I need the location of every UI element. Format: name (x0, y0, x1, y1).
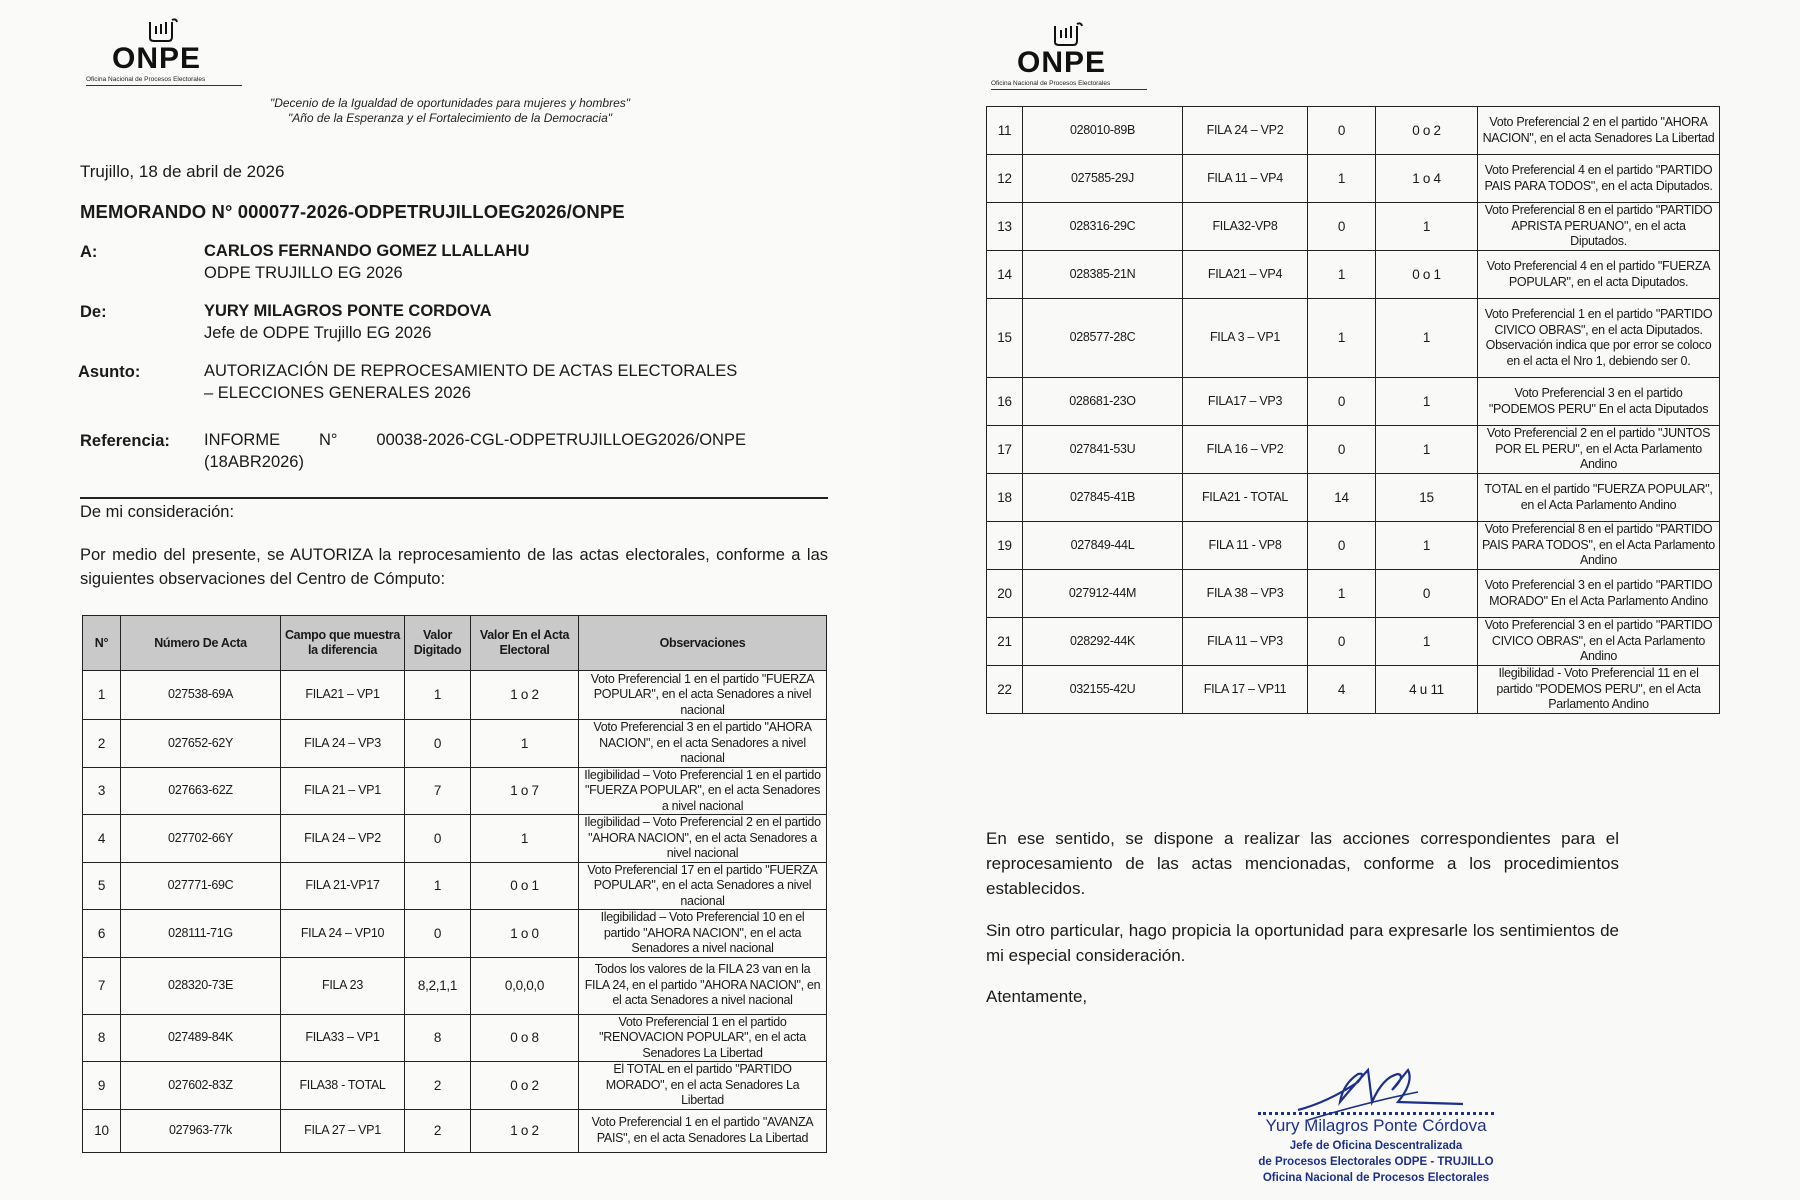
row-number-cell: 1 (83, 671, 121, 720)
row-number-cell: 13 (987, 203, 1023, 251)
to-name: CARLOS FERNANDO GOMEZ LLALLAHU (204, 242, 530, 260)
observations-table-part-1 (82, 615, 827, 1153)
acta-number-cell: 027489-84K (121, 1014, 281, 1062)
typed-value-cell: 0 (1308, 107, 1376, 155)
field-name-cell: FILA21 – VP4 (1183, 251, 1308, 299)
observation-cell: Ilegibilidad - Voto Preferencial 11 en el partido "PODEMOS PERU", en el Acta Parlamento Andino (1478, 666, 1720, 714)
table-row (83, 957, 827, 1014)
table-row (987, 618, 1720, 666)
acta-number-cell: 027771-69C (121, 862, 281, 910)
row-number-cell: 22 (987, 666, 1023, 714)
reference-date: (18ABR2026) (204, 453, 304, 471)
to-role: ODPE TRUJILLO EG 2026 (204, 264, 403, 282)
col-header-acta: Número De Acta (121, 616, 281, 671)
observation-cell: Voto Preferencial 17 en el partido "FUERZA POPULAR", en el acta Senadores a nivel nacional (579, 862, 827, 910)
observation-cell: Voto Preferencial 4 en el partido "PARTIDO PAIS PARA TODOS", en el acta Diputados. (1478, 155, 1720, 203)
field-name-cell: FILA 38 – VP3 (1183, 570, 1308, 618)
typed-value-cell: 0 (1308, 203, 1376, 251)
acta-value-cell: 15 (1376, 474, 1478, 522)
observation-cell: Voto Preferencial 1 en el partido "AVANZA PAIS", en el acta Senadores La Libertad (579, 1109, 827, 1152)
field-name-cell: FILA 16 – VP2 (1183, 426, 1308, 474)
observation-cell: Voto Preferencial 3 en el partido "PARTIDO MORADO" En el Acta Parlamento Andino (1478, 570, 1720, 618)
acta-number-cell: 028316-29C (1023, 203, 1183, 251)
table-row (987, 155, 1720, 203)
table-row (987, 426, 1720, 474)
field-name-cell: FILA 11 – VP3 (1183, 618, 1308, 666)
row-number-cell: 12 (987, 155, 1023, 203)
acta-value-cell: 0 o 8 (471, 1014, 579, 1062)
typed-value-cell: 0 (405, 910, 471, 958)
reference-part-3: 00038-2026-CGL-ODPETRUJILLOEG2026/ONPE (376, 431, 746, 449)
acta-number-cell: 027652-62Y (121, 720, 281, 768)
observation-cell: Voto Preferencial 8 en el partido "PARTIDO APRISTA PERUANO", en el acta Diputados. (1478, 203, 1720, 251)
typed-value-cell: 8,2,1,1 (405, 957, 471, 1014)
observation-cell: Voto Preferencial 2 en el partido "JUNTOS POR EL PERU", en el Acta Parlamento Andino (1478, 426, 1720, 474)
acta-value-cell: 0 (1376, 570, 1478, 618)
field-name-cell: FILA 3 – VP1 (1183, 299, 1308, 378)
signatory-title-2: de Procesos Electorales ODPE - TRUJILLO (1258, 1156, 1494, 1168)
sign-off: Atentamente, (986, 987, 1088, 1006)
onpe-logo (86, 16, 246, 96)
observation-cell: Voto Preferencial 1 en el partido "PARTIDO CIVICO OBRAS", en el acta Diputados. Observación indica que por error se coloco en el acta el Nro 1, debiendo ser 0. (1478, 299, 1720, 378)
acta-number-cell: 027849-44L (1023, 522, 1183, 570)
col-header-campo: Campo que muestra la diferencia (281, 616, 405, 671)
signatory-title-3: Oficina Nacional de Procesos Electorales (1262, 1172, 1490, 1184)
acta-number-cell: 028681-23O (1023, 378, 1183, 426)
acta-value-cell: 1 (471, 720, 579, 768)
acta-number-cell: 028111-71G (121, 910, 281, 958)
field-name-cell: FILA 24 – VP2 (281, 815, 405, 863)
typed-value-cell: 7 (405, 767, 471, 815)
typed-value-cell: 1 (1308, 299, 1376, 378)
table-row (83, 671, 827, 720)
typed-value-cell: 8 (405, 1014, 471, 1062)
typed-value-cell: 0 (1308, 618, 1376, 666)
header-divider (80, 497, 828, 499)
acta-value-cell: 1 (1376, 203, 1478, 251)
acta-number-cell: 027912-44M (1023, 570, 1183, 618)
acta-number-cell: 028577-28C (1023, 299, 1183, 378)
to-label: A: (80, 243, 98, 261)
memo-date: Trujillo, 18 de abril de 2026 (80, 162, 285, 181)
acta-value-cell: 0 o 1 (1376, 251, 1478, 299)
row-number-cell: 19 (987, 522, 1023, 570)
table-row (987, 378, 1720, 426)
row-number-cell: 17 (987, 426, 1023, 474)
acta-value-cell: 1 o 4 (1376, 155, 1478, 203)
field-name-cell: FILA32-VP8 (1183, 203, 1308, 251)
acta-number-cell: 027963-77k (121, 1109, 281, 1152)
reference-part-2: N° (318, 431, 338, 449)
acta-value-cell: 1 (471, 815, 579, 863)
acta-value-cell: 0 o 2 (1376, 107, 1478, 155)
table-row (987, 522, 1720, 570)
table-row (83, 910, 827, 958)
typed-value-cell: 1 (1308, 155, 1376, 203)
from-sender (204, 300, 492, 344)
field-name-cell: FILA 11 - VP8 (1183, 522, 1308, 570)
observation-cell: El TOTAL en el partido "PARTIDO MORADO", en el acta Senadores La Libertad (579, 1062, 827, 1110)
observation-cell: Ilegibilidad – Voto Preferencial 10 en el partido "AHORA NACION", en el acta Senadores a nivel nacional (579, 910, 827, 958)
acta-value-cell: 1 o 2 (471, 1109, 579, 1152)
subject-line-2: – ELECCIONES GENERALES 2026 (204, 384, 471, 402)
row-number-cell: 14 (987, 251, 1023, 299)
acta-number-cell: 027845-41B (1023, 474, 1183, 522)
col-header-n: N° (83, 616, 121, 671)
table-row (83, 720, 827, 768)
acta-value-cell: 0 o 2 (471, 1062, 579, 1110)
row-number-cell: 20 (987, 570, 1023, 618)
acta-value-cell: 1 o 0 (471, 910, 579, 958)
acta-value-cell: 1 o 7 (471, 767, 579, 815)
row-number-cell: 8 (83, 1014, 121, 1062)
observation-cell: Ilegibilidad – Voto Preferencial 1 en el partido "FUERZA POPULAR", en el acta Senadores a nivel nacional (579, 767, 827, 815)
observation-cell: Voto Preferencial 8 en el partido "PARTIDO PAIS PARA TODOS", en el Acta Parlamento Andino (1478, 522, 1720, 570)
acta-number-cell: 027585-29J (1023, 155, 1183, 203)
field-name-cell: FILA 21-VP17 (281, 862, 405, 910)
observation-cell: Todos los valores de la FILA 23 van en la FILA 24, en el partido "AHORA NACION", en el acta Senadores a nivel nacional (579, 957, 827, 1014)
from-name: YURY MILAGROS PONTE CORDOVA (204, 302, 492, 320)
acta-value-cell: 1 (1376, 426, 1478, 474)
typed-value-cell: 4 (1308, 666, 1376, 714)
row-number-cell: 7 (83, 957, 121, 1014)
row-number-cell: 10 (83, 1109, 121, 1152)
acta-value-cell: 0,0,0,0 (471, 957, 579, 1014)
observation-cell: Voto Preferencial 3 en el partido "PARTIDO CIVICO OBRAS", en el Acta Parlamento Andino (1478, 618, 1720, 666)
field-name-cell: FILA21 - TOTAL (1183, 474, 1308, 522)
subject-line-1: AUTORIZACIÓN DE REPROCESAMIENTO DE ACTAS ELECTORALES (204, 362, 738, 380)
row-number-cell: 2 (83, 720, 121, 768)
greeting: De mi consideración: (80, 503, 235, 521)
acta-value-cell: 1 (1376, 299, 1478, 378)
field-name-cell: FILA 23 (281, 957, 405, 1014)
table-row (987, 203, 1720, 251)
typed-value-cell: 0 (1308, 378, 1376, 426)
col-header-acta-electoral: Valor En el Acta Electoral (471, 616, 579, 671)
table-row (987, 666, 1720, 714)
to-recipient (204, 240, 529, 284)
field-name-cell: FILA 24 – VP3 (281, 720, 405, 768)
observations-table-part-2 (986, 106, 1720, 714)
acta-value-cell: 1 (1376, 618, 1478, 666)
acta-number-cell: 032155-42U (1023, 666, 1183, 714)
row-number-cell: 16 (987, 378, 1023, 426)
row-number-cell: 15 (987, 299, 1023, 378)
table-row (83, 767, 827, 815)
field-name-cell: FILA 11 – VP4 (1183, 155, 1308, 203)
acta-number-cell: 028385-21N (1023, 251, 1183, 299)
intro-paragraph: Por medio del presente, se AUTORIZA la reprocesamiento de las actas electorales, conforme a las siguientes observaciones del Centro de Cómputo: (80, 546, 828, 588)
row-number-cell: 5 (83, 862, 121, 910)
table-row (83, 1062, 827, 1110)
row-number-cell: 18 (987, 474, 1023, 522)
from-label: De: (80, 303, 107, 321)
logo-brand: ONPE (1017, 46, 1107, 79)
typed-value-cell: 2 (405, 1062, 471, 1110)
table-row (83, 862, 827, 910)
from-role: Jefe de ODPE Trujillo EG 2026 (204, 324, 432, 342)
typed-value-cell: 0 (1308, 522, 1376, 570)
observation-cell: Voto Preferencial 1 en el partido "FUERZA POPULAR", en el acta Senadores a nivel nacional (579, 671, 827, 720)
table-row (987, 474, 1720, 522)
acta-number-cell: 028292-44K (1023, 618, 1183, 666)
logo-subtitle: Oficina Nacional de Procesos Electorales (991, 80, 1147, 90)
field-name-cell: FILA 17 – VP11 (1183, 666, 1308, 714)
signatory-title-1: Jefe de Oficina Descentralizada (1289, 1140, 1463, 1152)
row-number-cell: 21 (987, 618, 1023, 666)
signatory-name: Yury Milagros Ponte Córdova (1265, 1116, 1487, 1135)
reference-part-1: INFORME (204, 431, 281, 449)
row-number-cell: 9 (83, 1062, 121, 1110)
table-row (83, 1014, 827, 1062)
motto-line-1: "Decenio de la Igualdad de oportunidades para mujeres y hombres" (269, 96, 631, 110)
closing-paragraph-2: Sin otro particular, hago propicia la oportunidad para expresarle los sentimientos de mi especial consideración. (986, 921, 1619, 965)
logo-brand: ONPE (112, 42, 202, 75)
acta-number-cell: 027841-53U (1023, 426, 1183, 474)
typed-value-cell: 0 (405, 720, 471, 768)
field-name-cell: FILA33 – VP1 (281, 1014, 405, 1062)
acta-number-cell: 028320-73E (121, 957, 281, 1014)
table-row (987, 570, 1720, 618)
acta-number-cell: 027663-62Z (121, 767, 281, 815)
acta-number-cell: 027538-69A (121, 671, 281, 720)
memo-page-2 (900, 0, 1800, 1200)
acta-number-cell: 027702-66Y (121, 815, 281, 863)
row-number-cell: 4 (83, 815, 121, 863)
typed-value-cell: 1 (1308, 570, 1376, 618)
typed-value-cell: 2 (405, 1109, 471, 1152)
onpe-logo-page-2 (991, 20, 1151, 100)
acta-value-cell: 1 o 2 (471, 671, 579, 720)
typed-value-cell: 1 (405, 862, 471, 910)
field-name-cell: FILA38 - TOTAL (281, 1062, 405, 1110)
row-number-cell: 11 (987, 107, 1023, 155)
row-number-cell: 3 (83, 767, 121, 815)
table-row (987, 299, 1720, 378)
reference-value (204, 429, 746, 473)
table-row (83, 815, 827, 863)
typed-value-cell: 14 (1308, 474, 1376, 522)
subject-label: Asunto: (78, 363, 141, 381)
col-header-digitado: Valor Digitado (405, 616, 471, 671)
acta-value-cell: 1 (1376, 378, 1478, 426)
observation-cell: Voto Preferencial 2 en el partido "AHORA NACION", en el acta Senadores La Libertad (1478, 107, 1720, 155)
acta-value-cell: 0 o 1 (471, 862, 579, 910)
voting-hand-icon (1051, 20, 1085, 46)
observation-cell: Voto Preferencial 3 en el partido "PODEMOS PERU" En el acta Diputados (1478, 378, 1720, 426)
acta-number-cell: 028010-89B (1023, 107, 1183, 155)
observation-cell: Voto Preferencial 4 en el partido "FUERZA POPULAR", en el acta Diputados. (1478, 251, 1720, 299)
observation-cell: Ilegibilidad – Voto Preferencial 2 en el partido "AHORA NACION", en el acta Senadores a nivel nacional (579, 815, 827, 863)
closing-paragraph-1: En ese sentido, se dispone a realizar las acciones correspondientes para el reprocesamiento de las actas mencionadas, conforme a los procedimientos establecidos. (986, 829, 1619, 898)
subject-value (204, 360, 737, 404)
table-row (987, 107, 1720, 155)
typed-value-cell: 1 (405, 671, 471, 720)
field-name-cell: FILA 24 – VP2 (1183, 107, 1308, 155)
memo-title: MEMORANDO N° 000077-2026-ODPETRUJILLOEG2026/ONPE (80, 201, 625, 222)
typed-value-cell: 0 (1308, 426, 1376, 474)
table-row (83, 1109, 827, 1152)
motto-line-2: "Año de la Esperanza y el Fortalecimiento de la Democracia" (287, 111, 612, 125)
typed-value-cell: 1 (1308, 251, 1376, 299)
col-header-observaciones: Observaciones (579, 616, 827, 671)
row-number-cell: 6 (83, 910, 121, 958)
field-name-cell: FILA21 – VP1 (281, 671, 405, 720)
field-name-cell: FILA17 – VP3 (1183, 378, 1308, 426)
voting-hand-icon (146, 16, 180, 42)
field-name-cell: FILA 27 – VP1 (281, 1109, 405, 1152)
observation-cell: Voto Preferencial 3 en el partido "AHORA NACION", en el acta Senadores a nivel nacional (579, 720, 827, 768)
observation-cell: Voto Preferencial 1 en el partido "RENOVACION POPULAR", en el acta Senadores La Libertad (579, 1014, 827, 1062)
table-header-row (83, 616, 827, 671)
acta-number-cell: 027602-83Z (121, 1062, 281, 1110)
field-name-cell: FILA 24 – VP10 (281, 910, 405, 958)
signature-line (1258, 1112, 1494, 1115)
field-name-cell: FILA 21 – VP1 (281, 767, 405, 815)
reference-label: Referencia: (80, 432, 170, 450)
acta-value-cell: 1 (1376, 522, 1478, 570)
logo-subtitle: Oficina Nacional de Procesos Electorales (86, 76, 242, 86)
table-row (987, 251, 1720, 299)
observation-cell: TOTAL en el partido "FUERZA POPULAR", en el Acta Parlamento Andino (1478, 474, 1720, 522)
acta-value-cell: 4 u 11 (1376, 666, 1478, 714)
typed-value-cell: 0 (405, 815, 471, 863)
